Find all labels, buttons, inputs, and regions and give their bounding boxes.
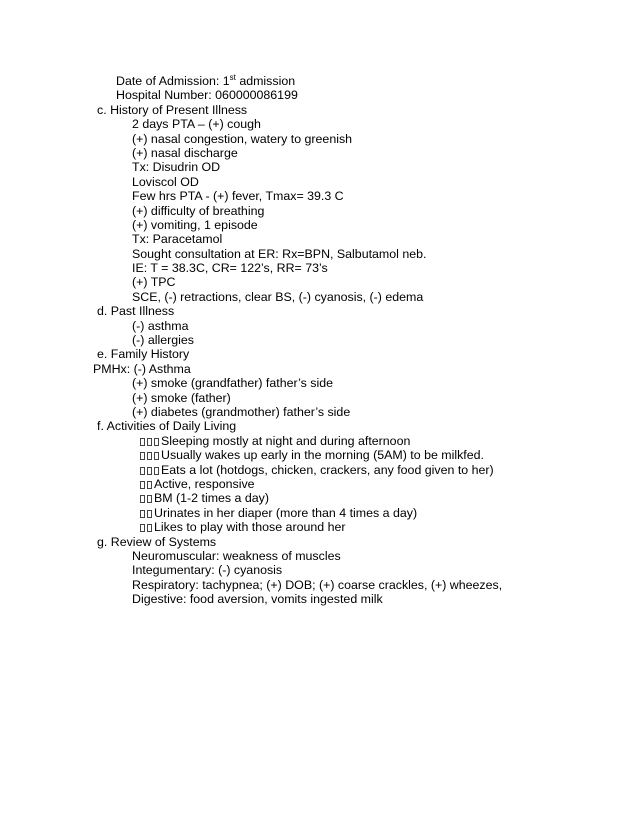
present-illness-line: 2 days PTA – (+) cough <box>132 117 261 132</box>
past-illness-line: (-) asthma <box>132 318 189 333</box>
review-systems-line: Integumentary: (-) cyanosis <box>132 563 283 578</box>
review-systems-line: Respiratory: tachypnea; (+) DOB; (+) coarse crackles, (+) wheezes, <box>132 577 503 592</box>
medical-history-document <box>0 74 638 606</box>
family-history-line: (+) smoke (father) <box>132 390 231 405</box>
daily-living-item <box>0 477 638 491</box>
missing-glyph-bullet-icon <box>140 434 161 448</box>
pmhx-line: PMHx: (-) Asthma <box>93 361 191 376</box>
present-illness-line: Tx: Paracetamol <box>132 232 223 247</box>
missing-glyph-bullet-icon <box>140 477 154 491</box>
present-illness-line: IE: T = 38.3C, CR= 122’s, RR= 73’s <box>132 261 328 276</box>
daily-living-item-text: BM (1-2 times a day) <box>154 491 269 506</box>
daily-living-item <box>0 463 638 477</box>
missing-glyph-bullet-icon <box>140 520 154 534</box>
daily-living-list <box>0 434 638 535</box>
present-illness-line: (+) vomiting, 1 episode <box>132 217 258 232</box>
daily-living-item-text: Eats a lot (hotdogs, chicken, crackers, any food given to her) <box>161 462 494 477</box>
date-of-admission: Date of Admission: 1st admission <box>116 73 296 88</box>
present-illness-line: (+) difficulty of breathing <box>132 203 265 218</box>
daily-living-item <box>0 434 638 448</box>
section-heading-past-illness: d. Past Illness <box>97 304 175 319</box>
past-illness-line: (-) allergies <box>132 333 194 348</box>
present-illness-line: (+) TPC <box>132 275 176 290</box>
daily-living-item-text: Likes to play with those around her <box>154 520 346 535</box>
missing-glyph-bullet-icon <box>140 448 161 462</box>
section-heading-family-history: e. Family History <box>97 347 190 362</box>
present-illness-line: Few hrs PTA - (+) fever, Tmax= 39.3 C <box>132 189 344 204</box>
daily-living-item-text: Sleeping mostly at night and during afternoon <box>161 433 411 448</box>
present-illness-line: SCE, (-) retractions, clear BS, (-) cyanosis, (-) edema <box>132 289 424 304</box>
daily-living-item <box>0 491 638 505</box>
present-illness-line: Tx: Disudrin OD <box>132 160 221 175</box>
daily-living-item-text: Usually wakes up early in the morning (5AM) to be milkfed. <box>161 448 484 463</box>
review-systems-line: Digestive: food aversion, vomits ingested milk <box>132 592 383 607</box>
section-heading-present-illness: c. History of Present Illness <box>97 102 248 117</box>
hospital-number: Hospital Number: 060000086199 <box>116 88 298 103</box>
missing-glyph-bullet-icon <box>140 506 154 520</box>
section-heading-daily-living: f. Activities of Daily Living <box>97 419 237 434</box>
daily-living-item <box>0 506 638 520</box>
review-systems-line: Neuromuscular: weakness of muscles <box>132 548 341 563</box>
present-illness-line: (+) nasal congestion, watery to greenish <box>132 131 353 146</box>
present-illness-line: Loviscol OD <box>132 174 199 189</box>
daily-living-item-text: Active, responsive <box>154 476 255 491</box>
missing-glyph-bullet-icon <box>140 463 161 477</box>
missing-glyph-bullet-icon <box>140 491 154 505</box>
family-history-line: (+) smoke (grandfather) father’s side <box>132 376 333 391</box>
present-illness-line: (+) nasal discharge <box>132 145 238 160</box>
daily-living-item <box>0 448 638 462</box>
daily-living-item-text: Urinates in her diaper (more than 4 times a day) <box>154 505 418 520</box>
present-illness-line: Sought consultation at ER: Rx=BPN, Salbutamol neb. <box>132 246 427 261</box>
section-heading-review-of-systems: g. Review of Systems <box>97 534 217 549</box>
ordinal-suffix: st <box>229 73 236 82</box>
daily-living-item <box>0 520 638 534</box>
family-history-line: (+) diabetes (grandmother) father’s side <box>132 404 351 419</box>
